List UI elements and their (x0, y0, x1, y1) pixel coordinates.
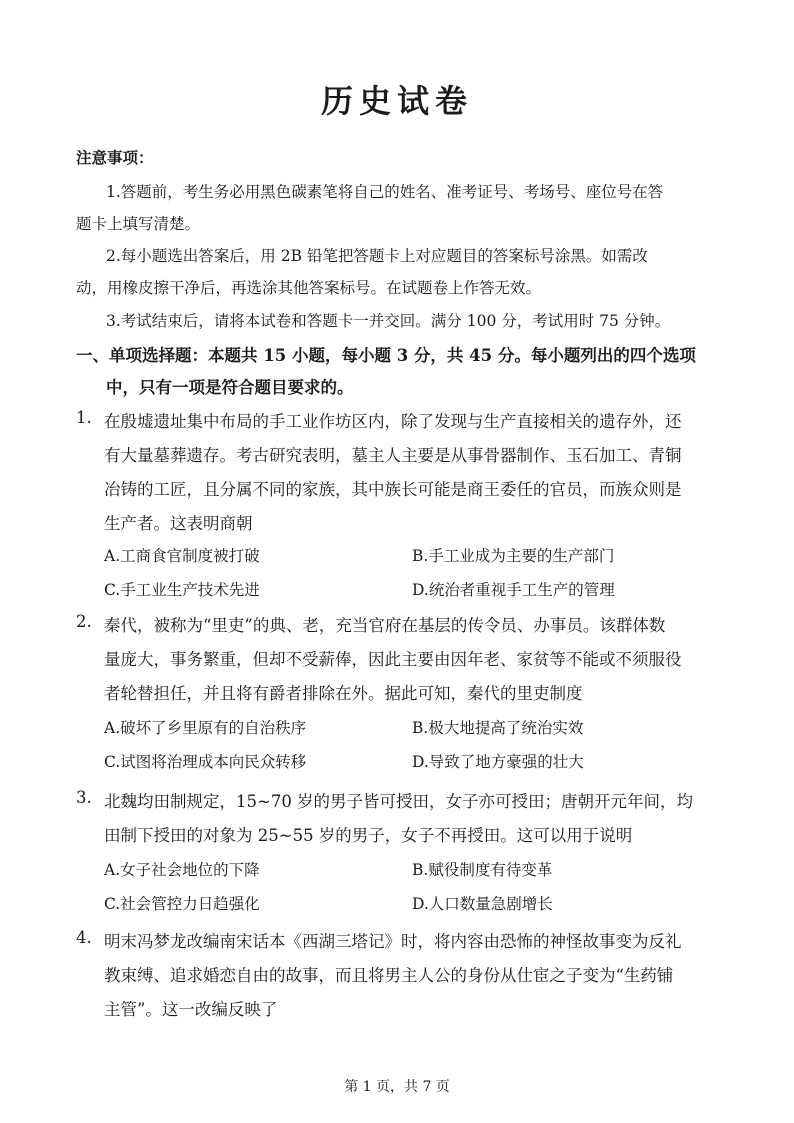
question-number: 4. (76, 928, 92, 947)
question-2-option-a[interactable]: A.破坏了乡里原有的自治秩序 (104, 719, 307, 737)
question-2-option-c[interactable]: C.试图将治理成本向民众转移 (104, 753, 307, 771)
question-2-option-b[interactable]: B.极大地提高了统治实效 (412, 719, 584, 737)
question-2-line-3: 者轮替担任，并且将有爵者排除在外。据此可知，秦代的里吏制度 (104, 684, 583, 703)
question-3-line-2: 田制下授田的对象为 25~55 岁的男子，女子不再授田。这可以用于说明 (104, 826, 633, 845)
question-number: 2. (76, 612, 92, 631)
question-1-line-3: 冶铸的工匠，且分属不同的家族，其中族长可能是商王委任的官员，而族众则是 (104, 480, 682, 499)
question-4-line-2: 教束缚、追求婚恋自由的故事，而且将男主人公的身份从仕宦之子变为“生药铺 (104, 966, 674, 985)
notice-item-3-line-1: 3.考试结束后，请将本试卷和答题卡一并交回。满分 100 分，考试用时 75 分钟。 (106, 312, 671, 330)
question-1-option-c[interactable]: C.手工业生产技术先进 (104, 581, 260, 599)
question-3-option-d[interactable]: D.人口数量急剧增长 (412, 895, 553, 913)
notice-item-1-line-2: 题卡上填写清楚。 (76, 215, 201, 233)
notice-item-2-line-1: 2.每小题选出答案后，用 2B 铅笔把答题卡上对应题目的答案标号涂黑。如需改 (106, 247, 648, 265)
question-number: 3. (76, 788, 92, 807)
question-1-line-4: 生产者。这表明商朝 (104, 514, 253, 533)
page-title: 历史试卷 (320, 82, 473, 120)
question-3-option-c[interactable]: C.社会管控力日趋强化 (104, 895, 260, 913)
question-2-option-d[interactable]: D.导致了地方豪强的壮大 (412, 753, 584, 771)
page-number: 第 1 页，共 7 页 (344, 1079, 450, 1095)
question-4-line-3: 主管”。这一改编反映了 (104, 1000, 278, 1019)
question-number: 1. (76, 408, 92, 427)
section-header-line-2: 中，只有一项是符合题目要求的。 (106, 378, 354, 397)
section-header-line-1: 一、单项选择题：本题共 15 小题，每小题 3 分，共 45 分。每小题列出的四个选项 (76, 346, 696, 365)
question-3-option-a[interactable]: A.女子社会地位的下降 (104, 861, 260, 879)
notice-item-1-line-1: 1.答题前，考生务必用黑色碳素笔将自己的姓名、准考证号、考场号、座位号在答 (106, 183, 664, 201)
question-3-line-1: 北魏均田制规定，15~70 岁的男子皆可授田，女子亦可授田；唐朝开元年间，均 (104, 792, 694, 811)
question-1-option-d[interactable]: D.统治者重视手工生产的管理 (412, 581, 615, 599)
question-1-option-a[interactable]: A.工商食官制度被打破 (104, 547, 260, 565)
question-1-line-2: 有大量墓葬遗存。考古研究表明，墓主人主要是从事骨器制作、玉石加工、青铜 (104, 446, 682, 465)
question-4-line-1: 明末冯梦龙改编南宋话本《西湖三塔记》时，将内容由恐怖的神怪故事变为反礼 (104, 932, 682, 951)
question-1-option-b[interactable]: B.手工业成为主要的生产部门 (412, 547, 615, 565)
notice-item-2-line-2: 动，用橡皮擦干净后，再选涂其他答案标号。在试题卷上作答无效。 (76, 279, 542, 297)
question-3-option-b[interactable]: B.赋役制度有待变革 (412, 861, 553, 879)
question-2-line-2: 量庞大，事务繁重，但却不受薪俸，因此主要由因年老、家贫等不能或不须服役 (104, 650, 682, 669)
notice-heading: 注意事项： (76, 148, 154, 167)
question-2-line-1: 秦代，被称为“里吏”的典、老，充当官府在基层的传令员、办事员。该群体数 (104, 616, 666, 635)
question-1-line-1: 在殷墟遗址集中布局的手工业作坊区内，除了发现与生产直接相关的遗存外，还 (104, 412, 682, 431)
